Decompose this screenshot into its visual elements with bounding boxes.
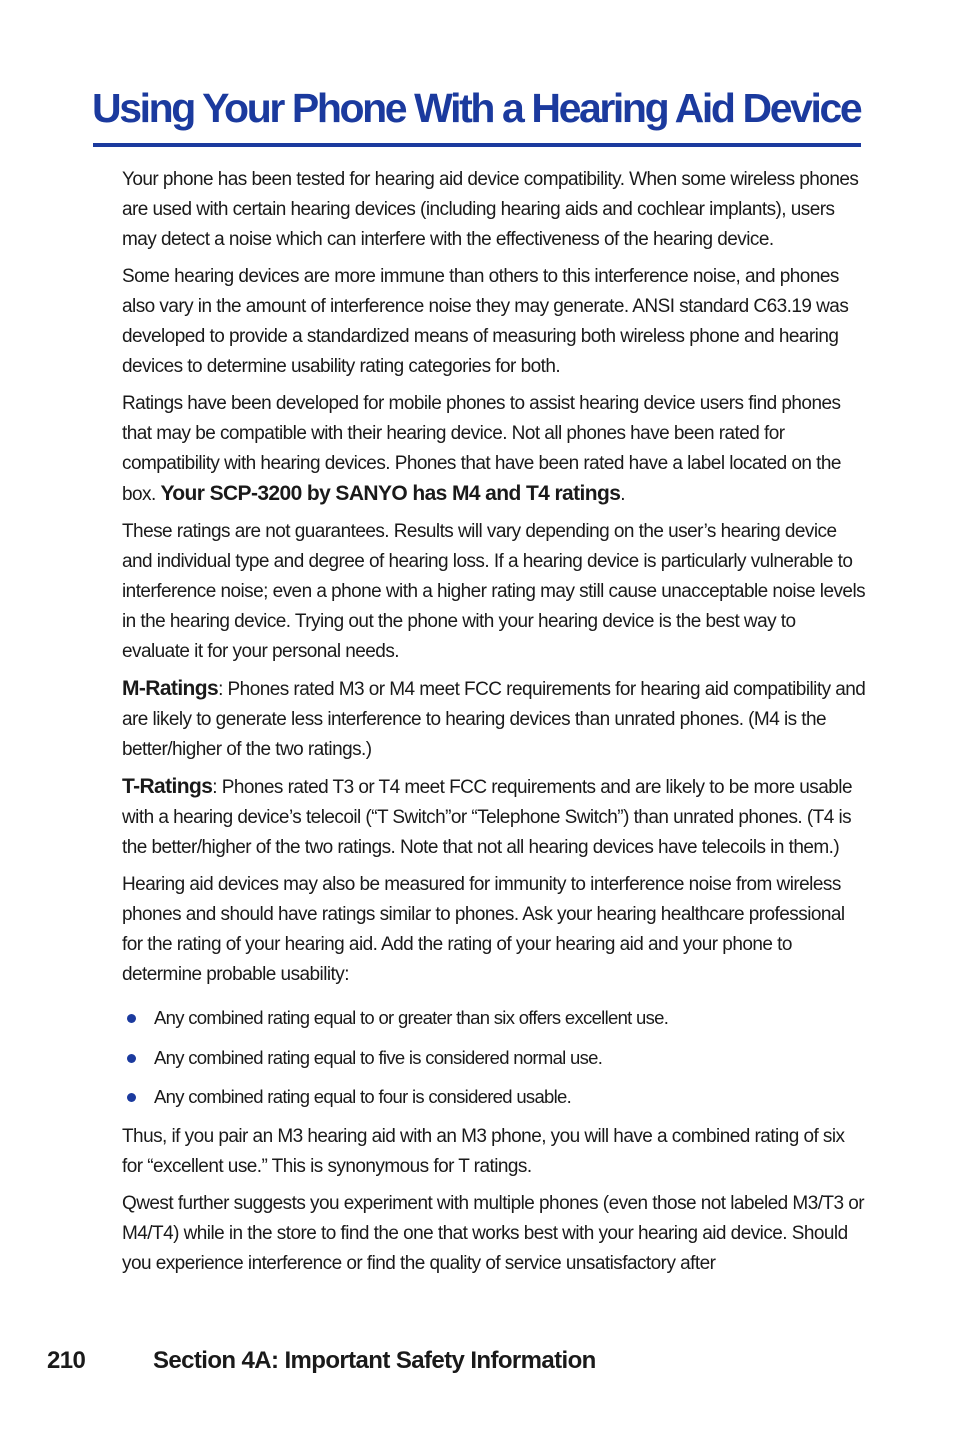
body-text [122,165,866,1286]
paragraph-qwest-suggestion: Qwest further suggests you experiment with multiple phones (even those not labeled M3/T3 or M4/T4) while in the store to find the one that works best with your hearing aid device. Should you experience interference or find the quality of service unsatisfactory after [122,1192,865,1274]
list-item [122,1037,866,1077]
paragraph-hearing-aid-ratings: Hearing aid devices may also be measured for immunity to interference noise from wireless phones and should have ratings similar to phones. Ask your hearing healthcare professional for the rating of your hearing aid. Add the rating of your hearing aid and your phone to determine probable usability: [122,874,845,985]
t-ratings-label: T-Ratings [122,775,213,798]
paragraph-immunity: Some hearing devices are more immune than others to this interference noise, and phones also vary in the amount of interference noise they may generate. ANSI standard C63.19 was developed to provide a standardized means of measuring both wireless phone and hearing devices to determine usability rating categories for both. [122,266,849,377]
ratings-text: Ratings have been developed for mobile phones to assist hearing device users find phones that may be compatible with their hearing device. Not all phones have been rated for compatibility with hearing devices. Phones that have been rated have a label located on the box. [122,393,841,505]
list-item [122,1076,866,1116]
bullet-icon [127,1054,136,1063]
paragraph-compatibility-intro: Your phone has been tested for hearing aid device compatibility. When some wireless phones are used with certain hearing devices (including hearing aids and cochlear implants), users may detect a noise which can interfere with the effectiveness of the hearing device. [122,169,859,250]
bullet-icon [127,1014,136,1023]
list-item-text: Any combined rating equal to or greater than six offers excellent use. [154,1007,669,1028]
title-rule [93,143,861,147]
page-footer [47,1347,596,1375]
paragraph-guarantees: These ratings are not guarantees. Results will vary depending on the user’s hearing device and individual type and degree of hearing loss. If a hearing device is particularly vulnerable to interference noise; even a phone with a higher rating may still cause unacceptable noise levels in the hearing device. Trying out the phone with your hearing device is the best way to evaluate it for your personal needs. [122,521,866,662]
paragraph-ratings [122,389,866,510]
paragraph-t-ratings [122,772,866,863]
page-number: 210 [47,1347,86,1374]
bullet-icon [127,1093,136,1102]
list-item-text: Any combined rating equal to five is considered normal use. [154,1046,603,1068]
paragraph-pairing-example: Thus, if you pair an M3 hearing aid with an M3 phone, you will have a combined rating of six for “excellent use.” This is synonymous for T ratings. [122,1125,845,1177]
phone-ratings-statement: Your SCP-3200 by SANYO has M4 and T4 ratings [160,482,621,505]
m-ratings-text: : Phones rated M3 or M4 meet FCC requirements for hearing aid compatibility and are likely to generate less interference to hearing devices than unrated phones. (M4 is the better/higher of the two ratings.) [122,679,866,760]
t-ratings-text: : Phones rated T3 or T4 meet FCC requirements and are likely to be more usable with a hearing device’s telecoil (“T Switch”or “Telephone Switch”) than unrated phones. (T4 is the better/higher of the two ratings. Note that not all hearing devices have telecoils in them.) [122,777,852,858]
paragraph-m-ratings [122,674,866,765]
page-title: Using Your Phone With a Hearing Aid Device [92,85,861,131]
usability-list [122,997,866,1116]
list-item-text: Any combined rating equal to four is considered usable. [154,1086,572,1107]
list-item [122,997,866,1037]
section-title: Section 4A: Important Safety Information [153,1347,596,1374]
ratings-period: . [620,484,626,505]
m-ratings-label: M-Ratings [122,677,219,700]
